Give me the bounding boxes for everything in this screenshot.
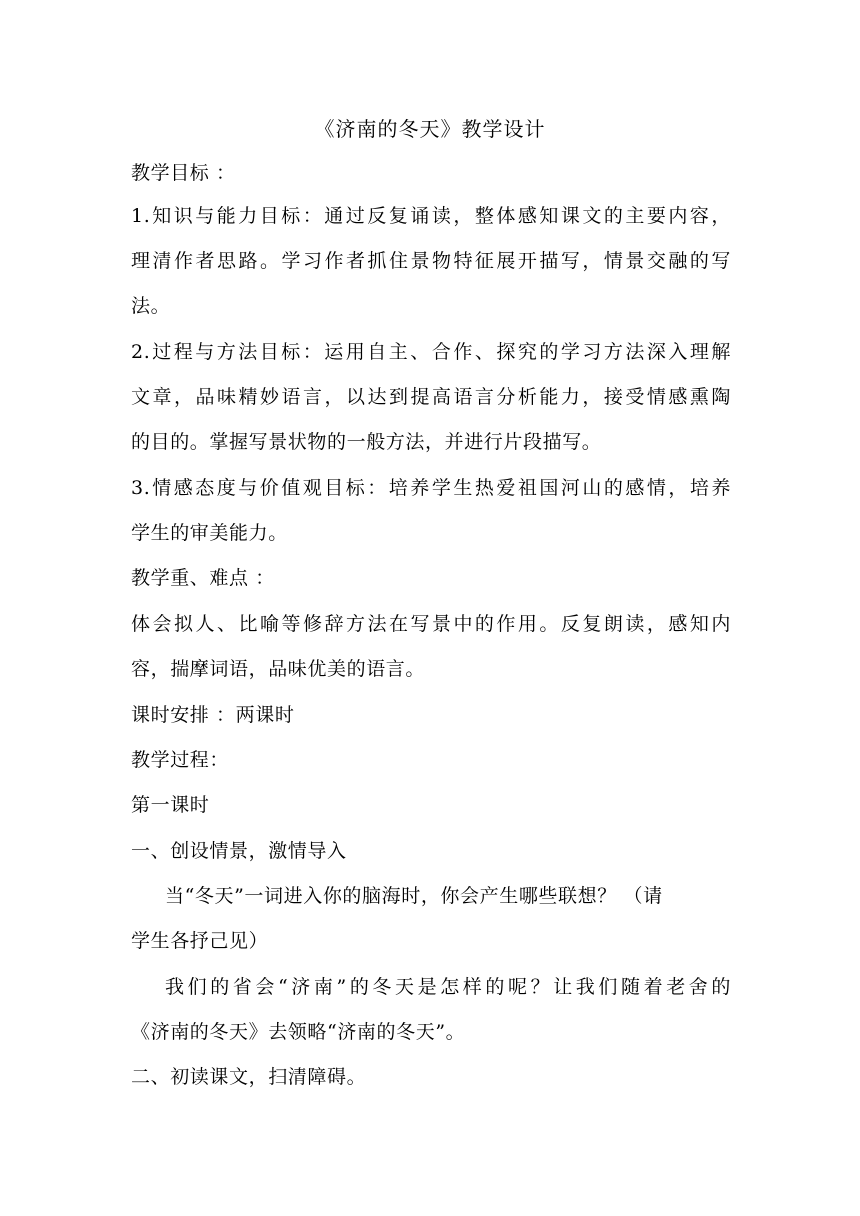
objective-1-line-1: 1.知识与能力目标：通过反复诵读，整体感知课文的主要内容，	[131, 205, 731, 227]
para-2-line-1: 我们的省会“济南”的冬天是怎样的呢？让我们随着老舍的	[165, 976, 731, 998]
objective-3-line-1: 3.情感态度与价值观目标：培养学生热爱祖国河山的感情，培养	[131, 477, 731, 499]
objectives-heading: 教学目标 ：	[131, 162, 236, 184]
key-points-heading: 教学重、难点 ：	[131, 567, 275, 589]
para-1-line-1: 当“冬天”一词进入你的脑海时，你会产生哪些联想？ （请	[165, 885, 663, 907]
objective-1-line-2: 理清作者思路。学习作者抓住景物特征展开描写，情景交融的写	[131, 250, 731, 272]
key-points-line-1: 体会拟人、比喻等修辞方法在写景中的作用。反复朗读，感知内	[131, 613, 731, 635]
section-two-heading: 二、初读课文，扫清障碍。	[131, 1066, 367, 1088]
lesson-one-heading: 第一课时	[131, 794, 210, 816]
objective-1-line-3: 法。	[131, 295, 171, 317]
schedule-line: 课时安排 ：两课时	[131, 704, 295, 726]
para-1-line-2: 学生各抒己见）	[131, 930, 269, 952]
section-one-heading: 一、创设情景，激情导入	[131, 840, 347, 862]
objective-2-line-2: 文章，品味精妙语言，以达到提高语言分析能力，接受情感熏陶	[131, 386, 731, 408]
objective-2-line-3: 的目的。掌握写景状物的一般方法，并进行片段描写。	[131, 431, 602, 453]
para-2-line-2: 《济南的冬天》去领略“济南的冬天”。	[131, 1021, 466, 1043]
key-points-line-2: 容，揣摩词语，品味优美的语言。	[131, 658, 426, 680]
process-heading: 教学过程：	[131, 749, 230, 771]
objective-2-line-1: 2.过程与方法目标：运用自主、合作、探究的学习方法深入理解	[131, 341, 731, 363]
objective-3-line-2: 学生的审美能力。	[131, 522, 288, 544]
document-title: 《济南的冬天》教学设计	[314, 117, 546, 141]
